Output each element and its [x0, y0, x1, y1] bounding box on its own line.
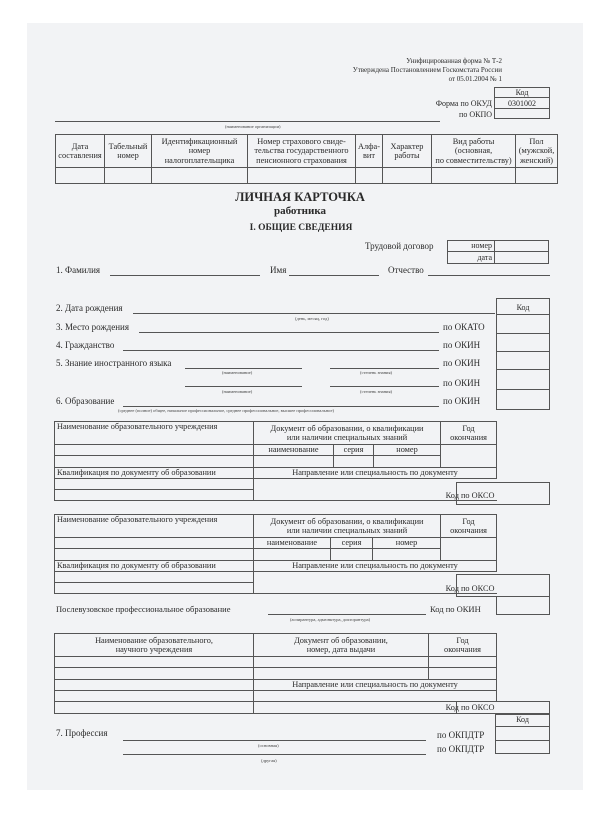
education-caption: (среднее (полное) общее, начальное профессиональное, среднее профессиональное, высшее профессиональное)	[118, 408, 334, 413]
document-field-2[interactable]	[254, 668, 429, 680]
citizenship-classifier: по ОКИН	[443, 340, 481, 350]
inn-field[interactable]	[152, 168, 248, 184]
education-label: 6. Образование	[56, 396, 115, 406]
caption-name: (наименование)	[222, 370, 253, 375]
profession-label: 7. Профессия	[56, 728, 108, 738]
language-1-classifier: по ОКИН	[443, 358, 481, 368]
header-snils: Номер страхового свиде- тельства государственного пенсионного страхования	[248, 135, 356, 168]
caption-level: (степень знания)	[360, 389, 393, 394]
surname-field[interactable]	[110, 275, 260, 276]
institution-header: Наименование образовательного учреждения	[55, 422, 254, 445]
name-field[interactable]	[289, 275, 379, 276]
year-field[interactable]	[441, 538, 497, 561]
personnel-number-field[interactable]	[105, 168, 152, 184]
language-1-code-field[interactable]	[497, 352, 549, 368]
caption-level: (степень знания)	[360, 370, 393, 375]
profession-other-field[interactable]	[123, 754, 426, 755]
okpdtr-label-2: по ОКПДТР	[437, 744, 485, 754]
education-field[interactable]	[123, 406, 439, 407]
language-label: 5. Знание иностранного языка	[56, 358, 172, 368]
header-date: Дата составления	[56, 135, 105, 168]
qualification-header: Квалификация по документу об образовании	[55, 561, 254, 572]
document-header: Документ об образовании, номер, дата выдачи	[254, 634, 429, 657]
header-personnel-number: Табельный номер	[105, 135, 152, 168]
birth-date-field[interactable]	[133, 313, 495, 314]
okso-code-field[interactable]	[456, 574, 550, 597]
birth-date-caption: (день, месяц, год)	[295, 316, 329, 321]
institution-field-2[interactable]	[55, 549, 254, 561]
year-field-2[interactable]	[429, 668, 497, 680]
contract-date-field[interactable]	[496, 253, 548, 262]
code-header: Код	[515, 88, 529, 97]
alphabet-field[interactable]	[356, 168, 383, 184]
contract-label: Трудовой договор	[365, 241, 434, 251]
language-2-level-field[interactable]	[330, 386, 439, 387]
date-field[interactable]	[56, 168, 105, 184]
patronymic-field[interactable]	[428, 275, 550, 276]
caption-main: (основная)	[258, 743, 279, 748]
header-inn: Идентификационный номер налогоплательщика	[152, 135, 248, 168]
postgrad-classifier: Код по ОКИН	[430, 604, 481, 614]
work-nature-field[interactable]	[383, 168, 432, 184]
okpo-field[interactable]	[495, 109, 549, 118]
name-label: Имя	[270, 265, 287, 275]
doc-number-header: номер	[374, 445, 441, 456]
postgrad-field[interactable]	[268, 614, 426, 615]
okso-label: Код по ОКСО	[254, 702, 497, 714]
direction-header: Направление или специальность по документу	[254, 468, 497, 479]
language-1-level-field[interactable]	[330, 368, 439, 369]
doc-name-field[interactable]	[254, 549, 331, 561]
snils-field[interactable]	[248, 168, 356, 184]
table-row	[56, 168, 558, 184]
gender-field[interactable]	[516, 168, 558, 184]
header-gender: Пол (мужской, женский)	[516, 135, 558, 168]
qualification-header: Квалификация по документу об образовании	[55, 468, 254, 479]
approval-text: Утверждена Постановлением Госкомстата России	[352, 66, 502, 74]
profession-other-code-field[interactable]	[496, 741, 549, 753]
year-field[interactable]	[441, 445, 497, 468]
birth-date-label: 2. Дата рождения	[56, 303, 123, 313]
institution-field[interactable]	[55, 445, 254, 456]
postgrad-code-field[interactable]	[496, 596, 550, 615]
citizenship-code-field[interactable]	[497, 334, 549, 350]
doc-number-field[interactable]	[374, 456, 441, 468]
institution-field-4[interactable]	[55, 691, 254, 702]
okso-code-field[interactable]	[456, 482, 550, 505]
doc-series-field[interactable]	[331, 549, 373, 561]
year-header: Год окончания	[429, 634, 497, 657]
header-alphabet: Алфа- вит	[356, 135, 383, 168]
doc-series-header: серия	[331, 538, 373, 549]
institution-field-2[interactable]	[55, 456, 254, 468]
institution-field-3[interactable]	[55, 680, 254, 691]
document-header: Документ об образовании, о квалификации или наличии специальных знаний	[254, 422, 441, 445]
section-title: I. ОБЩИЕ СВЕДЕНИЯ	[249, 223, 353, 233]
contract-date-label: дата	[477, 253, 492, 262]
okpdtr-label-1: по ОКПДТР	[437, 730, 485, 740]
year-header: Год окончания	[441, 515, 497, 538]
okpo-label: по ОКПО	[459, 110, 492, 119]
year-field[interactable]	[429, 657, 497, 668]
birth-place-field[interactable]	[139, 332, 439, 333]
doc-number-field[interactable]	[373, 549, 441, 561]
okato-code-field[interactable]	[497, 315, 549, 332]
qualification-field[interactable]	[55, 479, 254, 490]
doc-name-field[interactable]	[254, 456, 334, 468]
document-title: ЛИЧНАЯ КАРТОЧКА	[235, 190, 365, 204]
institution-header: Наименование образовательного, научного учреждения	[55, 634, 254, 657]
organization-name-field[interactable]	[55, 121, 440, 122]
okud-value[interactable]: 0301002	[508, 99, 536, 108]
education-code-field[interactable]	[497, 390, 549, 409]
doc-series-field[interactable]	[334, 456, 374, 468]
qualification-field-2[interactable]	[55, 490, 254, 501]
surname-label: 1. Фамилия	[56, 265, 101, 275]
doc-series-header: серия	[334, 445, 374, 456]
form-name: Унифицированная форма № Т-2	[406, 57, 502, 65]
direction-field[interactable]	[254, 691, 497, 702]
okso-label: Код по ОКСО	[254, 572, 497, 594]
header-work-type: Вид работы (основная, по совместительству)	[432, 135, 516, 168]
doc-number-header: номер	[373, 538, 441, 549]
language-2-classifier: по ОКИН	[443, 378, 481, 388]
caption-name: (наименование)	[222, 389, 253, 394]
language-2-name-field[interactable]	[185, 386, 302, 387]
postgrad-label: Послевузовское профессиональное образование	[56, 604, 231, 614]
language-2-code-field[interactable]	[497, 370, 549, 388]
profession-main-code-field[interactable]	[496, 727, 549, 739]
header-work-nature: Характер работы	[383, 135, 432, 168]
education-classifier: по ОКИН	[443, 396, 481, 406]
approval-date: от 05.01.2004 № 1	[448, 75, 502, 83]
document-field[interactable]	[254, 657, 429, 668]
code-header: Код	[516, 715, 529, 724]
employee-info-table	[55, 134, 558, 184]
code-header: Код	[516, 303, 530, 312]
document-header: Документ об образовании, о квалификации или наличии специальных знаний	[254, 515, 441, 538]
contract-number-label: номер	[471, 241, 492, 250]
caption-other: (другая)	[261, 758, 277, 763]
okud-label: Форма по ОКУД	[435, 99, 492, 108]
contract-number-field[interactable]	[496, 241, 548, 250]
year-header: Год окончания	[441, 422, 497, 445]
okso-code-field[interactable]	[456, 701, 550, 714]
divider	[447, 251, 549, 252]
table-header-row	[56, 135, 558, 168]
okso-label: Код по ОКСО	[254, 479, 497, 501]
birth-place-label: 3. Место рождения	[56, 322, 130, 332]
okato-label: по ОКАТО	[443, 322, 485, 332]
institution-field[interactable]	[55, 657, 254, 668]
citizenship-field[interactable]	[123, 350, 439, 351]
institution-field-5[interactable]	[55, 702, 254, 714]
direction-header: Направление или специальность по документу	[254, 680, 497, 691]
doc-name-header: наименование	[254, 445, 334, 456]
divider	[494, 240, 495, 264]
doc-name-header: наименование	[254, 538, 331, 549]
institution-header: Наименование образовательного учреждения	[55, 515, 254, 538]
citizenship-label: 4. Гражданство	[56, 340, 115, 350]
direction-header: Направление или специальность по документу	[254, 561, 497, 572]
qualification-field-2[interactable]	[55, 583, 254, 594]
document-subtitle: работника	[273, 205, 327, 217]
patronymic-label: Отчество	[388, 265, 424, 275]
organization-caption: (наименование организации)	[225, 124, 281, 129]
profession-main-field[interactable]	[123, 740, 426, 741]
qualification-field[interactable]	[55, 572, 254, 583]
postgrad-caption: (аспирантура, адъюнктура, докторантура)	[290, 617, 371, 622]
language-1-name-field[interactable]	[185, 368, 302, 369]
institution-field-2[interactable]	[55, 668, 254, 680]
work-type-field[interactable]	[432, 168, 516, 184]
institution-field[interactable]	[55, 538, 254, 549]
